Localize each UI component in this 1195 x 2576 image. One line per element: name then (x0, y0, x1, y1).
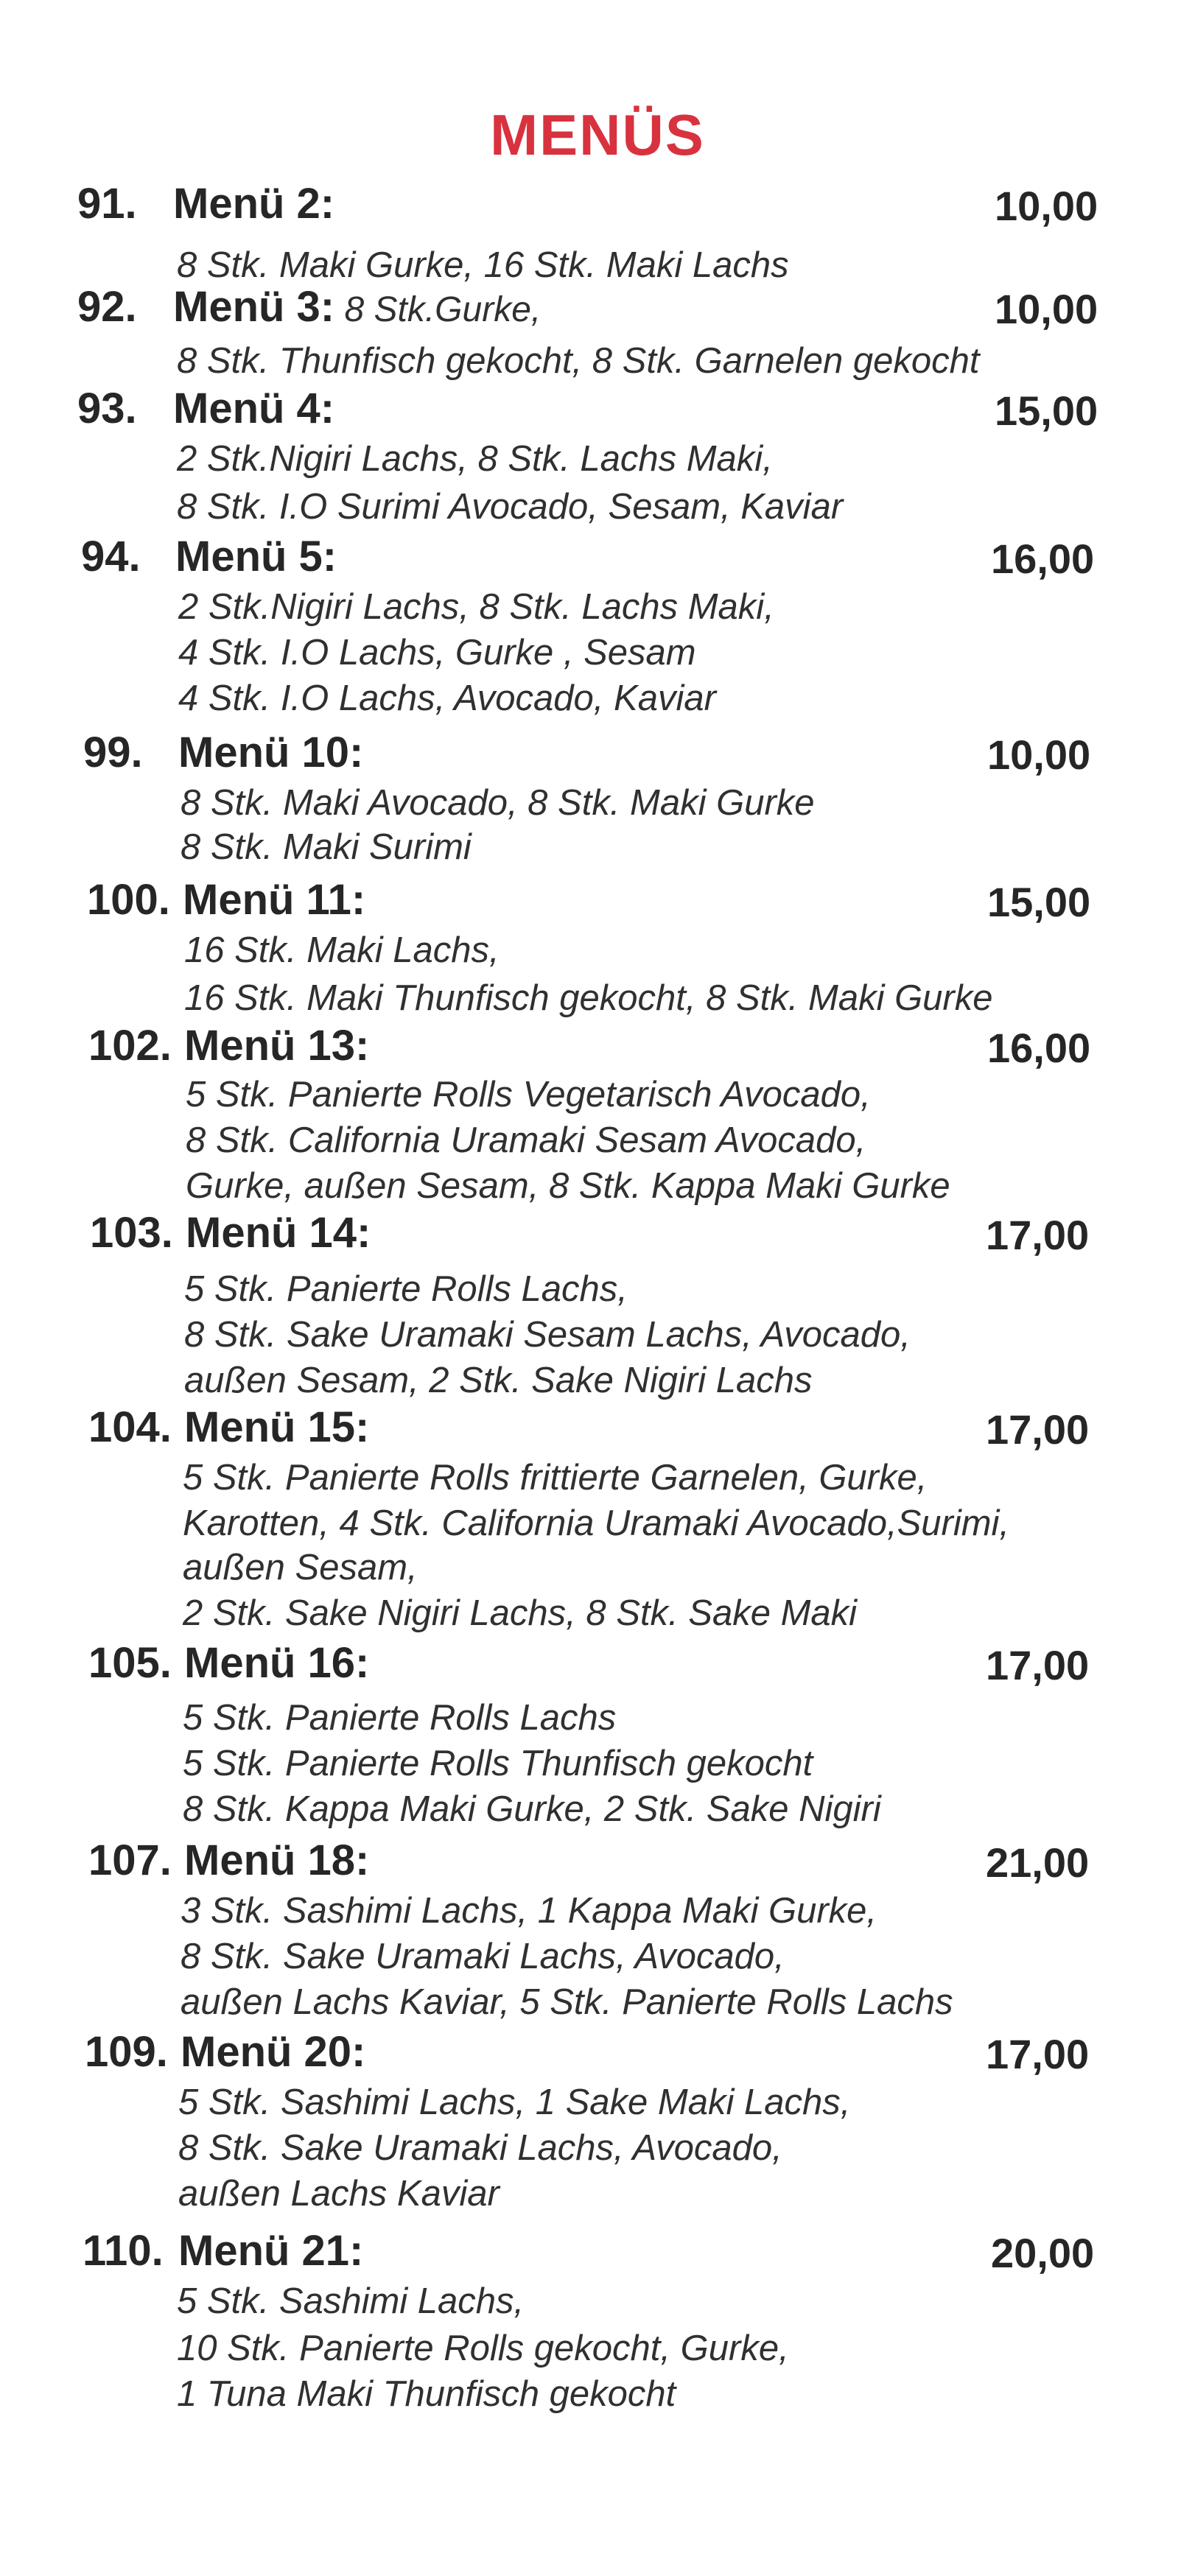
item-description-line: 4 Stk. I.O Lachs, Avocado, Kaviar (178, 678, 716, 718)
item-price: 17,00 (986, 2031, 1090, 2077)
item-number: 91. (77, 180, 137, 228)
item-description-line: 5 Stk. Panierte Rolls Lachs (183, 1698, 617, 1738)
item-description-line: 2 Stk.Nigiri Lachs, 8 Stk. Lachs Maki, (177, 439, 773, 479)
item-name: Menü 21: (178, 2227, 364, 2275)
item-number: 102. (88, 1022, 172, 1070)
item-price: 15,00 (995, 387, 1098, 434)
item-name: Menü 13: (184, 1022, 370, 1070)
item-description-line: außen Sesam, 2 Stk. Sake Nigiri Lachs (184, 1361, 813, 1400)
item-description-line: 2 Stk.Nigiri Lachs, 8 Stk. Lachs Maki, (178, 587, 774, 627)
item-number: 110. (83, 2227, 164, 2275)
item-description-line: 8 Stk. Kappa Maki Gurke, 2 Stk. Sake Nigiri (183, 1789, 881, 1829)
item-description-line: Gurke, außen Sesam, 8 Stk. Kappa Maki Gurke (186, 1166, 950, 1206)
item-price: 10,00 (995, 286, 1098, 332)
item-description-line: 8 Stk. California Uramaki Sesam Avocado, (186, 1120, 866, 1160)
item-description-line: 8 Stk. Thunfisch gekocht, 8 Stk. Garnelen gekocht (177, 341, 980, 381)
item-price: 10,00 (995, 183, 1098, 229)
item-name: Menü 18: (184, 1836, 370, 1884)
item-number: 100. (87, 876, 170, 924)
item-name: Menü 3: 8 Stk.Gurke, (173, 283, 542, 331)
item-description-line: außen Lachs Kaviar (178, 2174, 500, 2214)
item-description-line: 5 Stk. Sashimi Lachs, (177, 2281, 525, 2321)
item-number: 109. (85, 2028, 168, 2076)
item-name: Menü 14: (186, 1209, 371, 1257)
item-description-line: 5 Stk. Sashimi Lachs, 1 Sake Maki Lachs, (178, 2082, 851, 2122)
item-description-line: 5 Stk. Panierte Rolls Vegetarisch Avocado, (186, 1075, 871, 1115)
item-price: 20,00 (991, 2230, 1095, 2276)
item-description-line: 8 Stk. Maki Surimi (181, 827, 472, 867)
item-description-line: 2 Stk. Sake Nigiri Lachs, 8 Stk. Sake Maki (183, 1593, 858, 1633)
item-description-line: 5 Stk. Panierte Rolls frittierte Garnelen, Gurke, (183, 1458, 928, 1498)
item-description-line: 1 Tuna Maki Thunfisch gekocht (177, 2374, 676, 2414)
item-number: 103. (90, 1209, 173, 1257)
item-price: 21,00 (986, 1839, 1090, 1886)
item-price: 10,00 (987, 731, 1091, 778)
item-name: Menü 15: (184, 1403, 370, 1451)
item-description-line: 5 Stk. Panierte Rolls Lachs, (184, 1269, 628, 1309)
item-name: Menü 10: (178, 729, 364, 776)
item-description-line: 8 Stk. I.O Surimi Avocado, Sesam, Kaviar (177, 487, 844, 527)
item-number: 94. (81, 533, 141, 580)
item-name: Menü 2: (173, 180, 335, 228)
item-price: 15,00 (987, 879, 1091, 925)
item-price: 17,00 (986, 1212, 1090, 1258)
item-price: 16,00 (991, 536, 1095, 582)
item-number: 105. (88, 1639, 172, 1687)
item-description-line: 8 Stk. Sake Uramaki Lachs, Avocado, (181, 1937, 785, 1976)
item-description-line: 8 Stk. Sake Uramaki Lachs, Avocado, (178, 2128, 782, 2168)
item-description-line: 16 Stk. Maki Lachs, (184, 930, 500, 970)
item-description-line: 8 Stk. Maki Avocado, 8 Stk. Maki Gurke (181, 783, 815, 823)
item-name: Menü 16: (184, 1639, 370, 1687)
item-number: 93. (77, 385, 137, 432)
item-number: 104. (88, 1403, 172, 1451)
item-price: 17,00 (986, 1406, 1090, 1453)
item-number: 99. (83, 729, 143, 776)
item-description-line: 8 Stk. Maki Gurke, 16 Stk. Maki Lachs (177, 245, 789, 285)
item-description-line: 10 Stk. Panierte Rolls gekocht, Gurke, (177, 2328, 789, 2368)
item-description-line: 8 Stk. Sake Uramaki Sesam Lachs, Avocado, (184, 1315, 911, 1355)
item-description-line: 16 Stk. Maki Thunfisch gekocht, 8 Stk. Maki Gurke (184, 978, 993, 1018)
item-price: 16,00 (987, 1025, 1091, 1071)
item-name: Menü 11: (183, 876, 366, 924)
item-name: Menü 20: (181, 2028, 366, 2076)
item-description-line: außen Sesam, (183, 1548, 418, 1587)
item-description-line: 4 Stk. I.O Lachs, Gurke , Sesam (178, 633, 696, 673)
item-description-line: außen Lachs Kaviar, 5 Stk. Panierte Rolls Lachs (181, 1982, 953, 2022)
item-inline-description: 8 Stk.Gurke, (334, 290, 542, 329)
page-title: MENÜS (490, 102, 705, 167)
item-description-line: Karotten, 4 Stk. California Uramaki Avocado,Surimi, (183, 1503, 1010, 1543)
item-number: 107. (88, 1836, 172, 1884)
item-name: Menü 4: (173, 385, 335, 432)
item-number: 92. (77, 283, 137, 331)
item-price: 17,00 (986, 1642, 1090, 1688)
item-description-line: 3 Stk. Sashimi Lachs, 1 Kappa Maki Gurke, (181, 1891, 877, 1931)
item-description-line: 5 Stk. Panierte Rolls Thunfisch gekocht (183, 1744, 813, 1783)
item-name: Menü 5: (175, 533, 337, 580)
